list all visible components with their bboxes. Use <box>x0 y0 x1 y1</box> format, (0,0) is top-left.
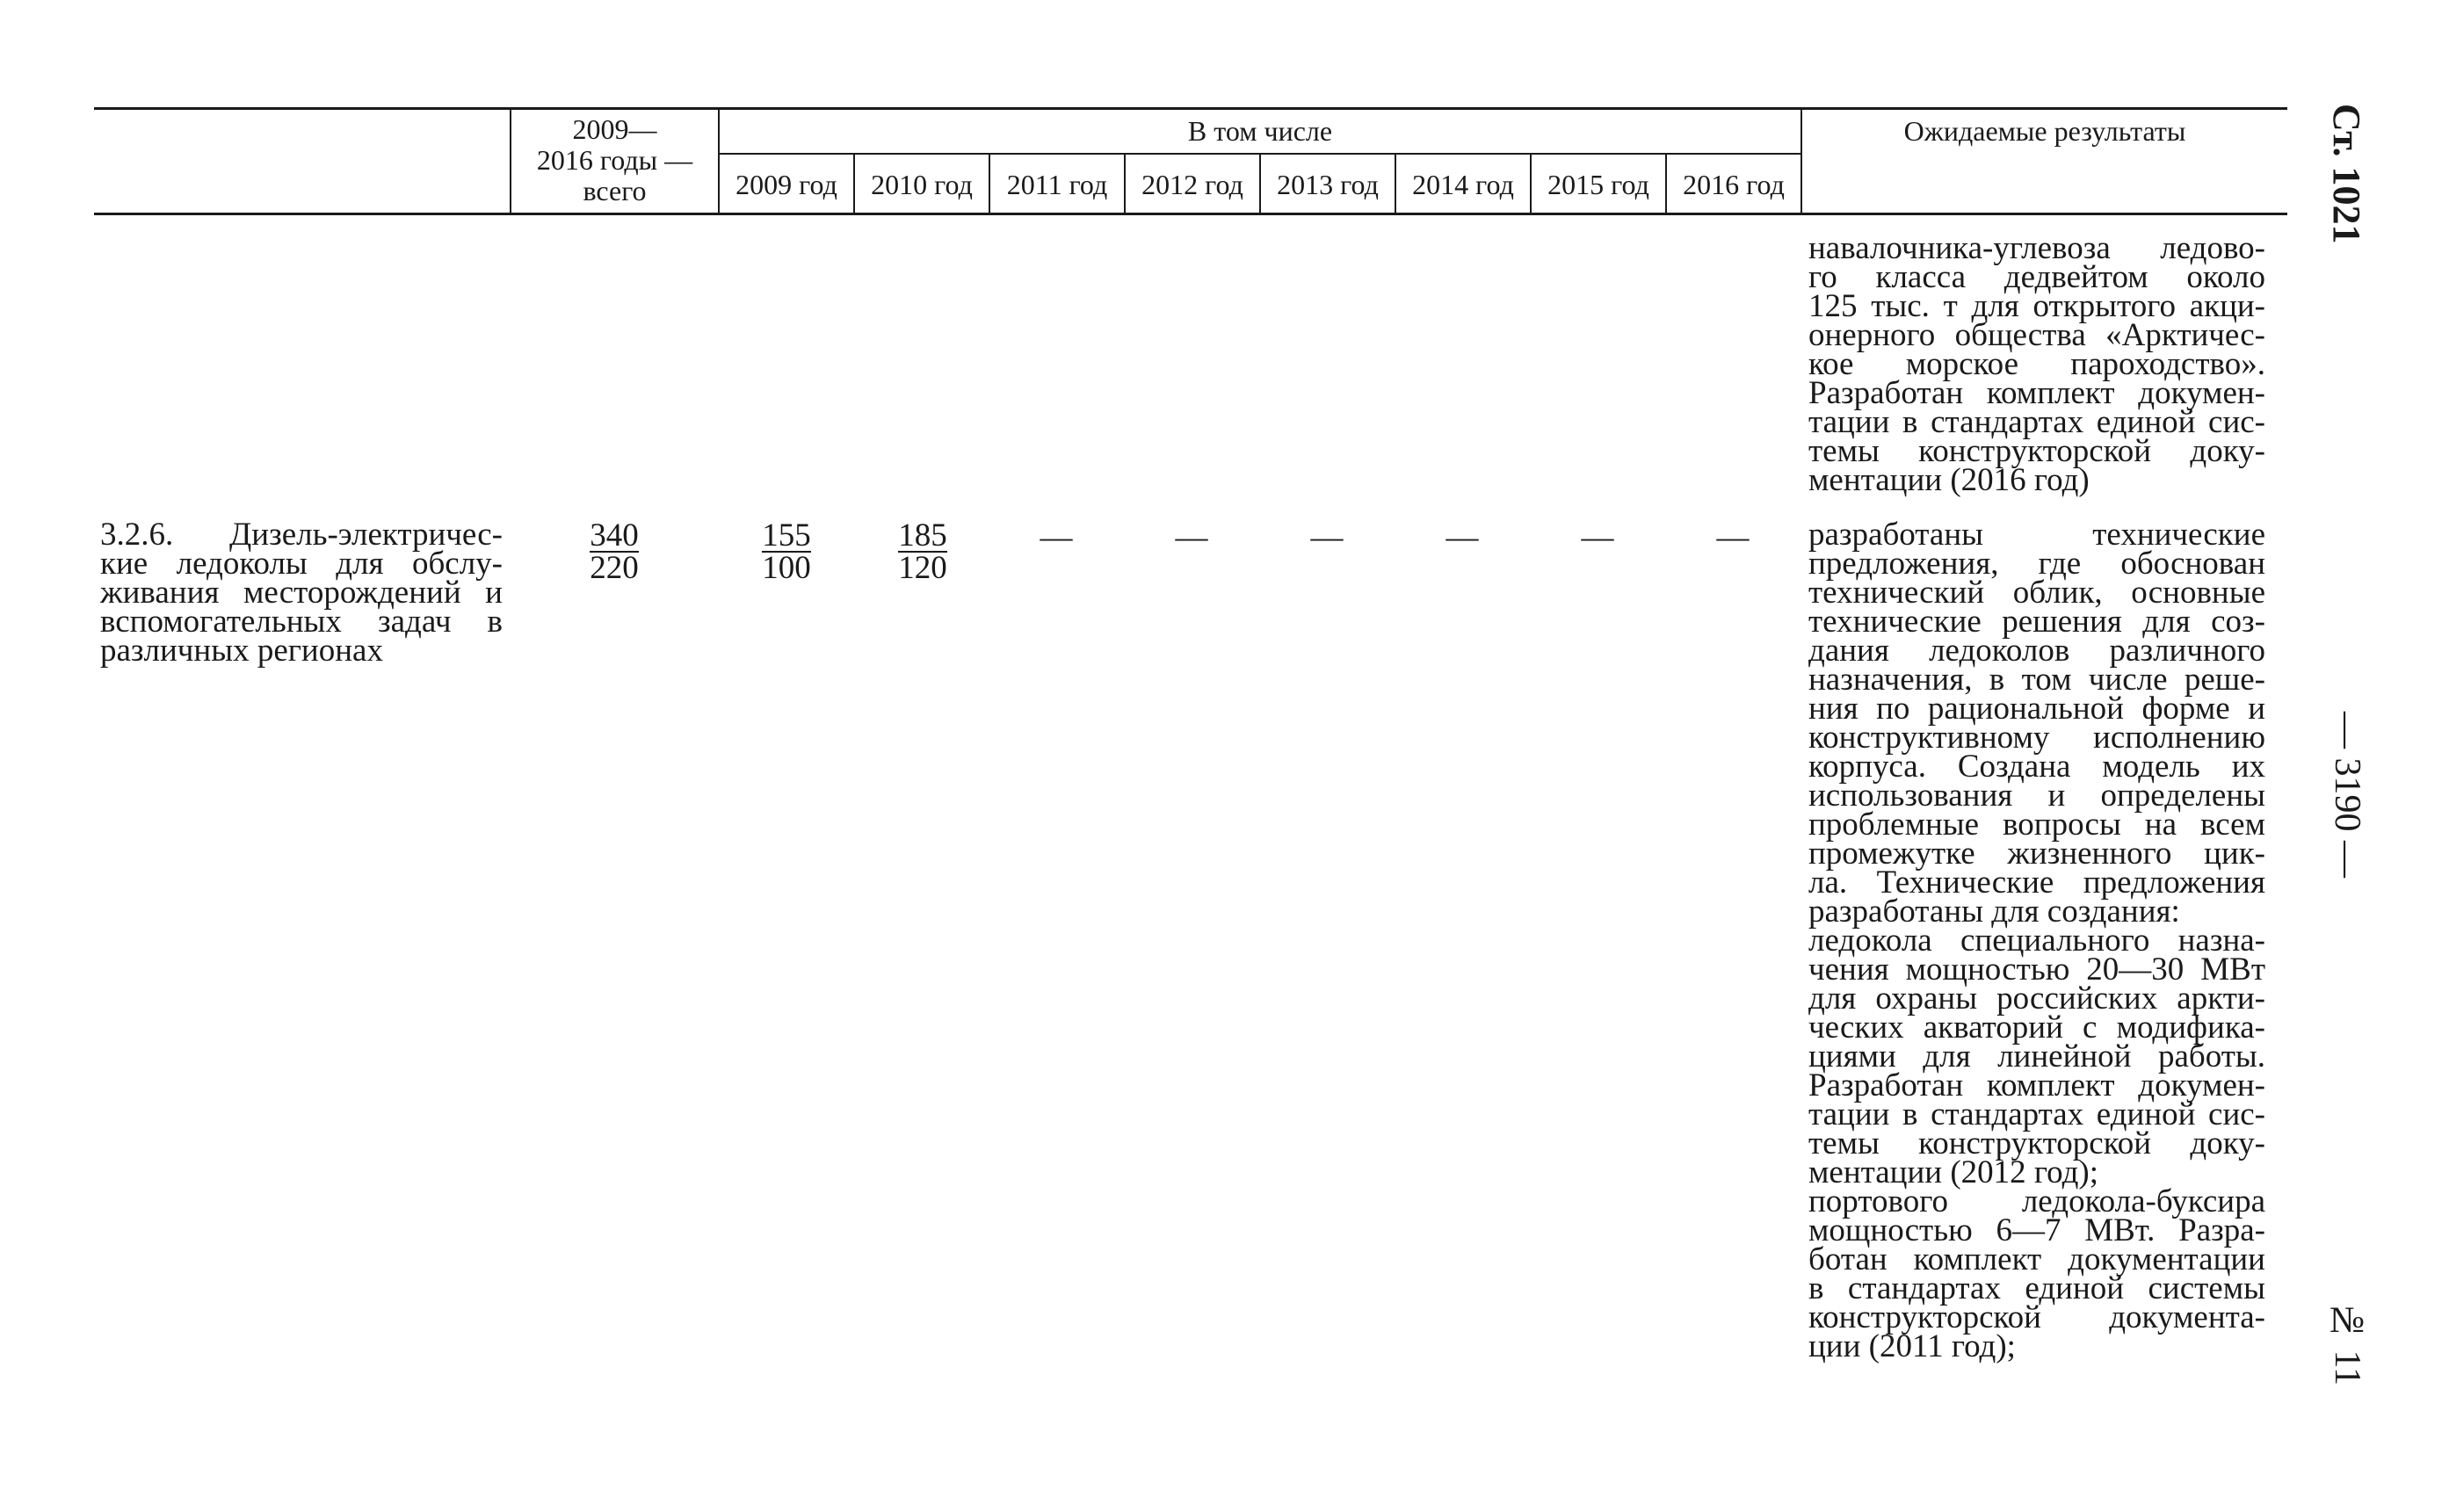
text-line: проблемные вопросы на всем <box>1808 807 2265 843</box>
continuation-results-text <box>1808 230 2265 498</box>
text-line: в стандартах единой системы <box>1808 1270 2265 1306</box>
text-line: ции (2011 год); <box>1808 1328 2016 1364</box>
text-line: ментации (2016 год) <box>1808 462 2090 498</box>
header-results: Ожидаемые результаты <box>1903 115 2186 147</box>
text-line: ботан комплект документации <box>1808 1241 2265 1277</box>
row-2009-value <box>738 517 835 586</box>
text-line: навалочника-углевоза ледово- <box>1808 230 2265 266</box>
fraction-denominator: 220 <box>590 550 639 586</box>
text-line: кое морское пароходство». <box>1808 346 2265 382</box>
text-line: предложения, где обоснован <box>1808 546 2265 582</box>
header-year-2010: 2010 год <box>871 168 973 200</box>
text-line: использования и определены <box>1808 778 2265 814</box>
text-line: темы конструкторской доку- <box>1808 433 2265 469</box>
text-line: технические решения для соз- <box>1808 604 2265 640</box>
text-line: темы конструкторской доку- <box>1808 1125 2265 1161</box>
text-line: дания ледоколов различного <box>1808 633 2265 669</box>
text-line: разработаны для создания: <box>1808 893 2180 930</box>
row-results-text <box>1808 517 2265 1364</box>
text-line: назначения, в том числе реше- <box>1808 662 2265 698</box>
text-line: технический облик, основные <box>1808 575 2265 611</box>
issue-number: № 11 <box>2327 1300 2367 1385</box>
text-line: тации в стандартах единой сис- <box>1808 1096 2265 1132</box>
text-line: 3.2.6. Дизель-электричес- <box>100 517 503 553</box>
text-line: го класса дедвейтом около <box>1808 259 2265 295</box>
text-line: конструктивному исполнению <box>1808 720 2265 756</box>
header-year-2016: 2016 год <box>1683 168 1785 200</box>
text-line: разработаны технические <box>1808 517 2265 553</box>
text-line: корпуса. Создана модель их <box>1808 749 2265 785</box>
page-number: — 3190 — <box>2327 712 2367 878</box>
header-year-2015: 2015 год <box>1547 168 1649 200</box>
row-2014-value: — <box>1445 519 1479 555</box>
fraction-numerator: 185 <box>898 517 947 553</box>
header-year-2009: 2009 год <box>735 168 837 200</box>
table-top-rule <box>94 107 2287 110</box>
text-line: различных регионах <box>100 633 383 669</box>
row-2013-value: — <box>1310 519 1344 555</box>
text-line: мощностью 6—7 МВт. Разра- <box>1808 1212 2265 1248</box>
row-title <box>100 517 503 669</box>
text-line: вспомогательных задач в <box>100 604 503 640</box>
fraction-denominator: 100 <box>762 550 811 586</box>
row-2012-value: — <box>1175 519 1208 555</box>
article-number: Ст. 1021 <box>2325 104 2368 244</box>
text-line: Разработан комплект докумен- <box>1808 375 2265 411</box>
text-line: ледокола специального назна- <box>1808 922 2265 959</box>
text-line: тации в стандартах единой сис- <box>1808 404 2265 440</box>
header-bottom-rule <box>94 213 2287 215</box>
text-line: ческих акваторий с модифика- <box>1808 1009 2265 1045</box>
row-2011-value: — <box>1040 519 1073 555</box>
header-group-label: В том числе <box>1187 115 1333 147</box>
fraction-denominator: 120 <box>898 550 947 586</box>
text-line: для охраны российских аркти- <box>1808 980 2265 1016</box>
text-line: ла. Технические предложения <box>1808 865 2265 901</box>
text-line: портового ледокола-буксира <box>1808 1183 2265 1219</box>
header-year-2014: 2014 год <box>1412 168 1514 200</box>
fraction-numerator: 340 <box>590 517 639 553</box>
header-year-2012: 2012 год <box>1141 168 1243 200</box>
text-line: промежутке жизненного цик- <box>1808 836 2265 872</box>
row-2015-value: — <box>1581 519 1614 555</box>
text-line: онерного общества «Арктичес- <box>1808 317 2265 353</box>
text-line: ния по рациональной форме и <box>1808 691 2265 727</box>
row-total-value <box>566 517 663 586</box>
row-2016-value: — <box>1716 519 1750 555</box>
text-line: 125 тыс. т для открытого акци- <box>1808 288 2265 324</box>
fraction-numerator: 155 <box>762 517 811 553</box>
text-line: живания месторождений и <box>100 575 503 611</box>
text-line: циями для линейной работы. <box>1808 1038 2265 1074</box>
text-line: конструкторской документа- <box>1808 1299 2265 1335</box>
text-line: чения мощностью 20—30 МВт <box>1808 951 2265 988</box>
text-line: Разработан комплект докумен- <box>1808 1067 2265 1103</box>
row-2010-value <box>874 517 971 586</box>
header-total-period: 2009— 2016 годы — всего <box>536 113 693 206</box>
text-line: кие ледоколы для обслу- <box>100 546 503 582</box>
header-year-2013: 2013 год <box>1277 168 1379 200</box>
text-line: ментации (2012 год); <box>1808 1154 2099 1190</box>
header-year-2011: 2011 год <box>1006 168 1108 200</box>
